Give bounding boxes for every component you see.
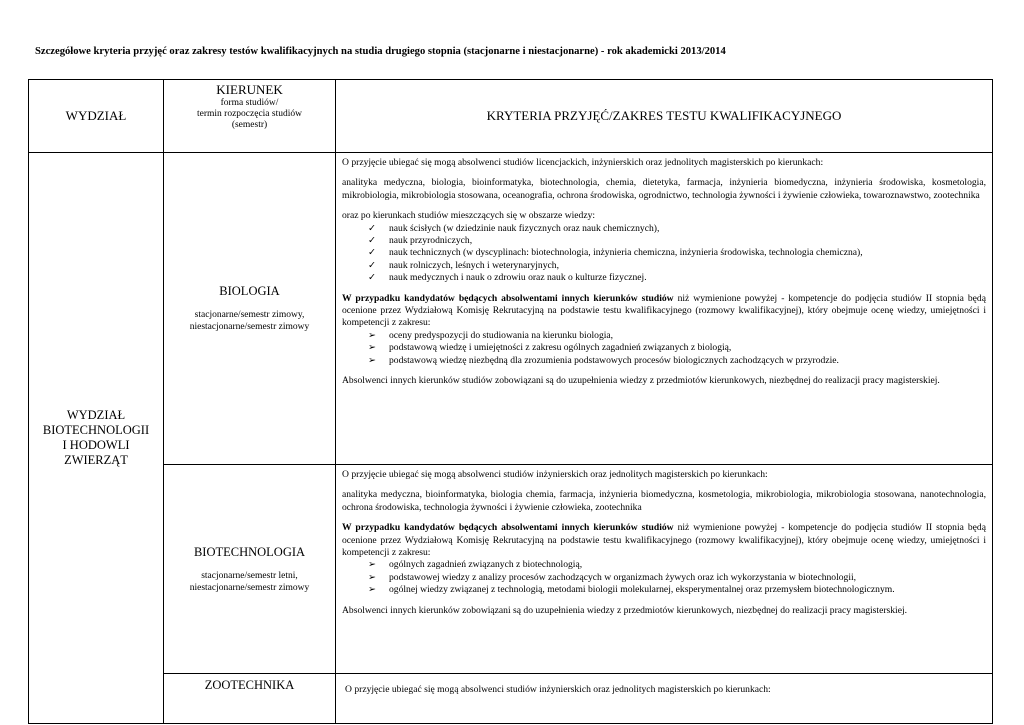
list-item: ✓ nauk ścisłych (w dziedzinie nauk fizycznych oraz nauk chemicznych), <box>368 222 660 234</box>
criteria-cell-zootechnika <box>336 674 993 724</box>
list-item: ➢ podstawowej wiedzy z analizy procesów zachodzących w organizmach żywych oraz ich wykorzystania w biotechnologii, <box>368 571 857 583</box>
arrow-bullet-icon: ➢ <box>368 329 377 341</box>
arrow-bullet-icon: ➢ <box>368 571 377 583</box>
direction-name: BIOTECHNOLOGIA <box>193 544 306 559</box>
test-scope-list <box>342 330 986 367</box>
header-direction-sub1: forma studiów/ <box>220 98 279 108</box>
checkmark-icon: ✓ <box>368 259 377 271</box>
table-row <box>29 153 993 465</box>
arrow-bullet-icon: ➢ <box>368 559 377 571</box>
checkmark-icon: ✓ <box>368 235 377 247</box>
criteria-intro: O przyjęcie ubiegać się mogą absolwenci studiów inżynierskich oraz jednolitych magisterskich po kierunkach: <box>345 684 771 695</box>
list-item: ➢ oceny predyspozycji do studiowania na kierunku biologia, <box>368 329 614 341</box>
criteria-intro: O przyjęcie ubiegać się mogą absolwenci studiów licencjackich, inżynierskich oraz jednolitych magisterskich po kierunkach: <box>342 157 824 168</box>
table-row <box>29 674 993 724</box>
header-criteria: KRYTERIA PRZYJĘĆ/ZAKRES TESTU KWALIFIKACYJNEGO <box>336 80 993 153</box>
criteria-table <box>28 79 993 724</box>
list-item: ➢ podstawową wiedzę i umiejętności z zakresu ogólnych zagadnień związanych z biologią, <box>368 342 732 354</box>
faculty-cell <box>29 153 164 724</box>
list-item: ➢ ogólnej wiedzy związanej z technologią, metodami biologii molekularnej, eksperymentalnej oraz przemysłem biotechnologicznym. <box>368 584 895 596</box>
criteria-fields: analityka medyczna, biologia, bioinformatyka, biotechnologia, chemia, dietetyka, farmacja, inżynieria biomedyczna, inżynieria środowiska, kosmetologia, mikrobiologia, mikrobiologia stosowana, oceanografia, ochrona środowiska, ogrodnictwo, technologia żywności i żywienie człowieka, towaroznawstwo, zootechnika <box>342 177 986 201</box>
header-direction-title: KIERUNEK <box>216 82 283 97</box>
direction-name: BIOLOGIA <box>219 284 280 298</box>
criteria-cell-biologia <box>336 153 993 465</box>
header-direction <box>164 80 336 153</box>
criteria-intro: O przyjęcie ubiegać się mogą absolwenci studiów inżynierskich oraz jednolitych magisterskich po kierunkach: <box>342 469 768 480</box>
criteria-cell-biotechnologia <box>336 465 993 674</box>
list-item: ✓ nauk medycznych i nauk o zdrowiu oraz nauk o kulturze fizycznej. <box>368 272 647 284</box>
checkmark-icon: ✓ <box>368 247 377 259</box>
table-header-row <box>29 80 993 153</box>
list-item: ✓ nauk technicznych (w dyscyplinach: biotechnologia, inżynieria chemiczna, inżynieria środowiska, technologia chemiczna), <box>368 247 863 259</box>
list-item: ➢ podstawową wiedzę niezbędną dla zrozumienia podstawowych procesów biologicznych zachodzących w przyrodzie. <box>368 354 839 366</box>
header-direction-sub3: (semestr) <box>231 120 268 130</box>
study-mode: niestacjonarne/semestr zimowy <box>189 582 310 593</box>
list-item: ✓ nauk przyrodniczych, <box>368 235 473 247</box>
supplement-paragraph: Absolwenci innych kierunków zobowiązani są do uzupełnienia wiedzy z przedmiotów kierunkowych, niezbędnej do realizacji pracy magisterskiej. <box>342 604 908 616</box>
faculty-line: I HODOWLI <box>62 438 130 452</box>
arrow-bullet-icon: ➢ <box>368 584 377 596</box>
header-direction-sub2: termin rozpoczęcia studiów <box>197 109 302 119</box>
direction-cell-zootechnika <box>164 674 336 724</box>
faculty-line: ZWIERZĄT <box>64 453 128 467</box>
header-faculty: WYDZIAŁ <box>29 80 164 153</box>
arrow-bullet-icon: ➢ <box>368 342 377 354</box>
direction-cell-biotechnologia <box>164 465 336 674</box>
list-item: ✓ nauk rolniczych, leśnych i weterynaryjnych, <box>368 259 559 271</box>
direction-name: ZOOTECHNIKA <box>204 678 295 692</box>
list-item: ➢ ogólnych zagadnień związanych z biotechnologią, <box>368 559 583 571</box>
document-title: Szczegółowe kryteria przyjęć oraz zakresy testów kwalifikacyjnych na studia drugiego stopnia (stacjonarne i niestacjonarne) - rok akademicki 2013/2014 <box>35 46 726 57</box>
checkmark-icon: ✓ <box>368 222 377 234</box>
checkmark-icon: ✓ <box>368 272 377 284</box>
criteria-areas-intro: oraz po kierunkach studiów mieszczących się w obszarze wiedzy: <box>342 210 596 222</box>
direction-cell-biologia <box>164 153 336 465</box>
faculty-line: WYDZIAŁ <box>66 408 126 422</box>
other-graduates-paragraph: W przypadku kandydatów będących absolwentami innych kierunków studiów niż wymienione powyżej - kompetencje do podjęcia studiów II stopnia będą ocenione przez Wydziałową Komisję Rekrutacyjną na podstawie testu kwalifikacyjnego (rozmowy kwalifikacyjnej), który obejmuje ocenę wiedzy, umiejętności i kompetencji z zakresu: <box>342 292 986 329</box>
supplement-paragraph: Absolwenci innych kierunków studiów zobowiązani są do uzupełnienia wiedzy z przedmiotów kierunkowych, niezbędnej do realizacji pracy magisterskiej. <box>342 375 940 387</box>
test-scope-list <box>342 559 986 596</box>
study-mode: niestacjonarne/semestr zimowy <box>189 322 310 332</box>
study-mode: stacjonarne/semestr letni, <box>201 570 298 581</box>
table-row <box>29 465 993 674</box>
other-graduates-paragraph: W przypadku kandydatów będących absolwentami innych kierunków studiów niż wymienione powyżej - kompetencje do podjęcia studiów II stopnia będą ocenione przez Wydziałową Komisję Rekrutacyjną na podstawie testu kwalifikacyjnego (rozmowy kwalifikacyjnej), który obejmuje ocenę wiedzy, umiejętności i kompetencji z zakresu: <box>342 522 986 559</box>
faculty-line: BIOTECHNOLOGII <box>42 423 150 437</box>
study-mode: stacjonarne/semestr zimowy, <box>194 310 305 320</box>
arrow-bullet-icon: ➢ <box>368 354 377 366</box>
criteria-fields: analityka medyczna, bioinformatyka, biologia chemia, farmacja, inżynieria biomedyczna, kosmetologia, mikrobiologia, mikrobiologia stosowana, nanotechnologia, ochrona środowiska, technologia żywności i żywienie człowieka, zootechnika <box>342 489 986 513</box>
areas-list <box>342 223 986 285</box>
